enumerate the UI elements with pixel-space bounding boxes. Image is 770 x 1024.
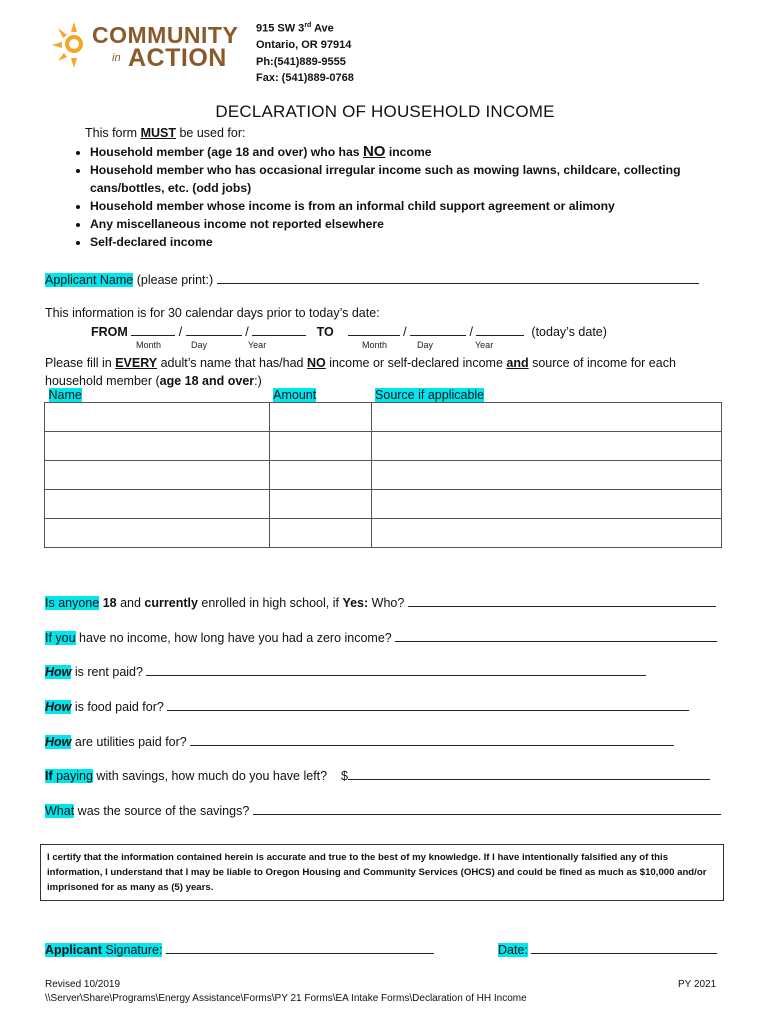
fill-in-instructions: Please fill in EVERY adult’s name that has/had NO income or self-declared income and source of income for each household member (age 18 and over:) bbox=[45, 356, 676, 388]
table-row bbox=[45, 519, 722, 548]
table-header-row bbox=[45, 388, 722, 403]
name-cell[interactable] bbox=[45, 432, 270, 461]
list-item: • Self-declared income bbox=[90, 233, 730, 251]
source-cell[interactable] bbox=[371, 461, 721, 490]
question-high-school: Is anyone 18 and currently enrolled in high school, if Yes: Who? bbox=[45, 594, 716, 610]
to-year-caption: Year bbox=[475, 340, 494, 350]
name-cell[interactable] bbox=[45, 403, 270, 432]
address-city: Ontario, OR 97914 bbox=[256, 39, 352, 52]
question-zero-income: If you have no income, how long have you had a zero income? bbox=[45, 629, 717, 645]
name-cell[interactable] bbox=[45, 461, 270, 490]
question-rent: How is rent paid? bbox=[45, 663, 646, 679]
signature-row bbox=[45, 941, 434, 957]
community-in-action-logo bbox=[52, 18, 247, 78]
table-row bbox=[45, 490, 722, 519]
from-label: FROM bbox=[91, 325, 128, 339]
applicant-name-field[interactable] bbox=[217, 271, 699, 284]
zero-income-field[interactable] bbox=[395, 629, 717, 642]
signature-field[interactable] bbox=[166, 941, 434, 954]
amount-cell[interactable] bbox=[269, 461, 371, 490]
from-year-field[interactable] bbox=[252, 323, 306, 336]
header-name: Name bbox=[48, 388, 82, 402]
logo-word-in: in bbox=[112, 52, 121, 64]
question-savings-left: If paying with savings, how much do you have left? $ bbox=[45, 767, 710, 783]
question-food: How is food paid for? bbox=[45, 698, 689, 714]
from-year-caption: Year bbox=[248, 340, 267, 350]
applicant-name-label: Applicant Name bbox=[45, 273, 134, 287]
form-title: DECLARATION OF HOUSEHOLD INCOME bbox=[215, 102, 555, 121]
to-day-field[interactable] bbox=[410, 323, 466, 336]
address-street-end: Ave bbox=[311, 22, 334, 35]
high-school-field[interactable] bbox=[408, 594, 716, 607]
utilities-field[interactable] bbox=[190, 733, 674, 746]
date-label: Date: bbox=[498, 943, 528, 957]
revised-date: Revised 10/2019 bbox=[45, 979, 121, 990]
todays-date-label: (today’s date) bbox=[531, 325, 607, 339]
food-field[interactable] bbox=[167, 698, 689, 711]
logo-word-community: COMMUNITY bbox=[92, 22, 239, 48]
address-sup: rd bbox=[304, 22, 312, 29]
name-cell[interactable] bbox=[45, 490, 270, 519]
to-month-field[interactable] bbox=[348, 323, 400, 336]
certification-box: I certify that the information contained herein is accurate and true to the best of my knowledge. If I have intentionally falsified any of this information, I understand that I may be liable to Oregon Housing and Community Services (OHCS) and could be fined as much as $10,000 and/or imprisoned for as many as (5) years. bbox=[40, 844, 724, 901]
logo-word-action: ACTION bbox=[128, 44, 227, 72]
date-field[interactable] bbox=[531, 941, 717, 954]
source-cell[interactable] bbox=[371, 432, 721, 461]
list-item: • Household member whose income is from an informal child support agreement or alimony bbox=[90, 197, 730, 215]
table-row bbox=[45, 432, 722, 461]
signature-label: Signature: bbox=[101, 943, 163, 957]
to-day-caption: Day bbox=[417, 340, 434, 350]
from-day-field[interactable] bbox=[186, 323, 242, 336]
period-intro: This information is for 30 calendar days prior to today’s date: bbox=[45, 306, 380, 320]
list-item: • Household member who has occasional irregular income such as mowing lawns, childcare, collecting cans/bottles, etc. (odd jobs) bbox=[90, 161, 730, 197]
question-savings-source: What was the source of the savings? bbox=[45, 802, 721, 818]
to-year-field[interactable] bbox=[476, 323, 524, 336]
applicant-name-row bbox=[45, 271, 699, 287]
income-table bbox=[44, 388, 722, 548]
header-amount: Amount bbox=[273, 388, 317, 402]
table-row bbox=[45, 461, 722, 490]
table-row bbox=[45, 403, 722, 432]
must-intro: This form MUST be used for: bbox=[85, 126, 246, 140]
savings-source-field[interactable] bbox=[253, 802, 721, 815]
signature-applicant-label: Applicant bbox=[45, 943, 102, 957]
address-block bbox=[256, 18, 354, 87]
savings-left-field[interactable] bbox=[348, 767, 710, 780]
from-day-caption: Day bbox=[191, 340, 208, 350]
source-cell[interactable] bbox=[371, 403, 721, 432]
program-year: PY 2021 bbox=[678, 979, 717, 990]
from-month-caption: Month bbox=[136, 340, 162, 350]
list-item: • Household member (age 18 and over) who has NO income bbox=[90, 143, 730, 161]
amount-cell[interactable] bbox=[269, 490, 371, 519]
fax: Fax: (541)889-0768 bbox=[256, 72, 354, 85]
amount-cell[interactable] bbox=[269, 432, 371, 461]
from-month-field[interactable] bbox=[131, 323, 175, 336]
phone: Ph:(541)889-9555 bbox=[256, 55, 346, 68]
rent-field[interactable] bbox=[146, 663, 646, 676]
header-source: Source if applicable bbox=[375, 388, 485, 402]
to-label: TO bbox=[316, 325, 334, 339]
source-cell[interactable] bbox=[371, 519, 721, 548]
file-path: \\Server\Share\Programs\Energy Assistance\Forms\PY 21 Forms\EA Intake Forms\Declaration of HH Income bbox=[45, 993, 527, 1004]
to-month-caption: Month bbox=[362, 340, 388, 350]
address-street: 915 SW 3 bbox=[256, 22, 305, 35]
amount-cell[interactable] bbox=[269, 403, 371, 432]
usage-list bbox=[48, 143, 730, 251]
name-cell[interactable] bbox=[45, 519, 270, 548]
date-range-row: FROM / / TO / / (today’s date) bbox=[91, 325, 607, 339]
question-utilities: How are utilities paid for? bbox=[45, 733, 674, 749]
amount-cell[interactable] bbox=[269, 519, 371, 548]
date-row bbox=[498, 941, 717, 957]
applicant-name-hint: (please print:) bbox=[133, 273, 214, 287]
list-item: • Any miscellaneous income not reported elsewhere bbox=[90, 215, 730, 233]
source-cell[interactable] bbox=[371, 490, 721, 519]
